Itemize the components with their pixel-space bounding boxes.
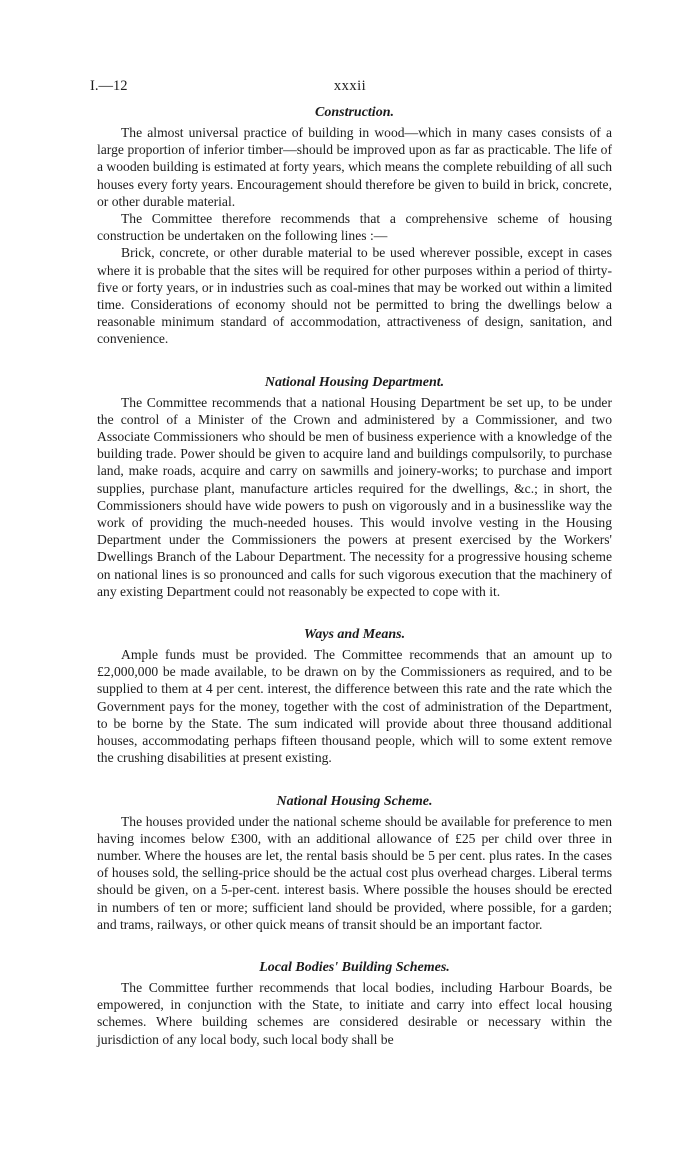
section-heading: Ways and Means.: [303, 627, 406, 643]
section-heading: Construction.: [315, 105, 394, 120]
paragraph: The almost universal practice of building in wood—which in many cases consists of a large proportion of inferior timber—should be improved upon as far as practicable. The life of a wooden building is estimated at forty years, which means the complete rebuilding of all such houses every forty years. Encouragement should therefore be given to build in brick, concrete, or other durable material.: [97, 125, 612, 209]
paragraph: Ample funds must be provided. The Committee recommends that an amount up to £2,000,000 be made available, to be drawn on by the Commissioners as required, and to be supplied to them at 4 per cent. interest, the difference between this rate and the rate which the Government pays for the money, together with the cost of administration of the Department, to be borne by the State. The sum indicated will provide about three thousand additional houses, accommodating perhaps fifteen thousand people, which will to some extent remove the crushing disabilities at present existing.: [97, 647, 612, 766]
document-reference: I.—12: [90, 78, 128, 94]
paragraph: The houses provided under the national scheme should be available for preference to men having incomes below £300, with an additional allowance of £25 per child over three in number. Where the houses are let, the rental basis should be 5 per cent. plus rates. In the cases of houses sold, the selling-price should be the actual cost plus overhead charges. Liberal terms should be given, on a 5-per-cent. interest basis. Where possible the houses should be erected in numbers of ten or more; sufficient land should be provided, where possible, for a garden; and trams, railways, or other quick means of transit should be an important factor.: [97, 813, 612, 932]
section-heading: National Housing Department.: [264, 374, 445, 390]
section-construction: [97, 104, 612, 348]
page-body: [97, 104, 612, 1048]
paragraph: The Committee therefore recommends that a comprehensive scheme of housing construction be undertaken on the following lines :—: [97, 211, 612, 244]
section-spacer: [97, 767, 612, 793]
section-national-housing-department: [97, 374, 612, 600]
paragraph: Brick, concrete, or other durable material to be used wherever possible, except in cases where it is probable that the sites will be required for other purposes within a period of thirty-five or forty years, or in industries such as coal-mines that may be worked out within a limited time. Considerations of economy should not be permitted to bring the dwellings below a reasonable minimum standard of accommodation, attractiveness of design, sanitation, and convenience.: [97, 245, 612, 347]
section-ways-and-means: [97, 626, 612, 766]
section-spacer: [97, 348, 612, 374]
section-local-bodies-building-schemes: [97, 959, 612, 1048]
paragraph: The Committee further recommends that local bodies, including Harbour Boards, be empowered, in conjunction with the State, to initiate and carry into effect local housing schemes. Where building schemes are considered desirable or necessary within the jurisdiction of any local body, such local body shall be: [97, 979, 612, 1047]
paragraph: The Committee recommends that a national Housing Department be set up, to be under the control of a Minister of the Crown and administered by a Commissioner, and two Associate Commissioners who should be men of business experience with a knowledge of the building trade. Power should be given to acquire land and buildings compulsorily, to purchase land, make roads, acquire and carry on sawmills and joinery-works; to purchase and import supplies, purchase plant, manufacture articles required for the dwellings, &c.; in short, the Commissioners should have wide powers to push on vigorously and in a businesslike way the work of providing the much-needed houses. This would involve vesting in the Housing Department under the Commissioners the powers at present exercised by the Workers' Dwellings Branch of the Labour Department. The necessity for a progressive housing scheme on national lines is so pronounced and calls for such vigorous execution that the machinery of any existing Department could not reasonably be expected to cope with it.: [97, 394, 612, 599]
section-national-housing-scheme: [97, 793, 612, 933]
section-heading: Local Bodies' Building Schemes.: [259, 959, 450, 975]
section-spacer: [97, 600, 612, 626]
section-heading: National Housing Scheme.: [276, 793, 433, 809]
page-number: xxxii: [333, 78, 367, 94]
section-spacer: [97, 933, 612, 959]
page-header: [90, 78, 610, 98]
